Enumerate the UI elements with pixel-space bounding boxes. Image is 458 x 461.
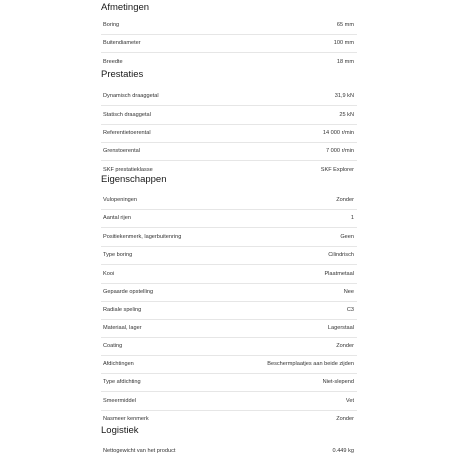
- spec-value: Beschermplaatjes aan beide zijden: [267, 361, 354, 367]
- spec-label: Grenstoerental: [103, 148, 141, 154]
- section-title-afmetingen: Afmetingen: [101, 2, 150, 13]
- spec-value: Lagerstaal: [327, 325, 354, 331]
- spec-label: Smeermiddel: [103, 398, 136, 404]
- spec-row-kooi: [101, 266, 357, 284]
- spec-value: 65 mm: [336, 22, 354, 28]
- spec-label: Boring: [103, 22, 120, 28]
- spec-value: 14 000 r/min: [322, 130, 354, 136]
- spec-label: Nasmeer kenmerk: [103, 416, 149, 422]
- spec-value: 7 000 r/min: [326, 148, 354, 154]
- spec-label: Materiaal, lager: [103, 325, 142, 331]
- spec-value: Niet-slepend: [322, 379, 354, 385]
- spec-row-positiekenmerk: [101, 229, 357, 247]
- spec-label: Type boring: [103, 252, 133, 258]
- spec-value: C3: [346, 307, 354, 313]
- spec-value: 1: [350, 215, 354, 221]
- spec-value: SKF Explorer: [320, 167, 354, 173]
- spec-label: Afdichtingen: [103, 361, 134, 367]
- spec-label: Buitendiameter: [103, 40, 141, 46]
- section-title-prestaties: Prestaties: [101, 69, 144, 80]
- spec-value: Geen: [340, 234, 354, 240]
- spec-row-referentietoerental: [101, 125, 357, 143]
- spec-value: 31,9 kN: [334, 93, 354, 99]
- spec-row-grenstoerental: [101, 143, 357, 161]
- spec-label: Vulopeningen: [103, 197, 138, 203]
- section-title-logistiek: Logistiek: [101, 425, 139, 436]
- section-title-eigenschappen: Eigenschappen: [101, 174, 167, 185]
- spec-label: Nettogewicht van het product: [103, 448, 176, 454]
- spec-label: Radiale speling: [103, 307, 142, 313]
- spec-row-aantal-rijen: [101, 210, 357, 228]
- spec-label: SKF prestatieklasse: [103, 167, 153, 173]
- spec-value: Cilindrisch: [328, 252, 354, 258]
- spec-row-dynamisch-draaggetal: [101, 88, 357, 106]
- spec-value: Zonder: [336, 416, 354, 422]
- spec-label: Gepaarde opstelling: [103, 289, 154, 295]
- spec-label: Statisch draaggetal: [103, 112, 151, 118]
- spec-value: Nee: [343, 289, 354, 295]
- spec-row-type-afdichting: [101, 374, 357, 392]
- spec-label: Referentietoerental: [103, 130, 151, 136]
- spec-label: Aantal rijen: [103, 215, 131, 221]
- spec-row-buitendiameter: [101, 35, 357, 53]
- spec-row-nasmeer-kenmerk: [101, 411, 357, 429]
- spec-label: Coating: [103, 343, 123, 349]
- spec-label: Breedte: [103, 59, 123, 65]
- spec-row-statisch-draaggetal: [101, 107, 357, 125]
- spec-value: Vet: [345, 398, 354, 404]
- spec-label: Kooi: [103, 271, 115, 277]
- spec-label: Type afdichting: [103, 379, 141, 385]
- spec-value: Zonder: [336, 197, 354, 203]
- spec-label: Dynamisch draaggetal: [103, 93, 159, 99]
- spec-row-materiaal-lager: [101, 320, 357, 338]
- spec-value: 18 mm: [336, 59, 354, 65]
- spec-value: 100 mm: [333, 40, 354, 46]
- spec-label: Positiekenmerk, lagerbuitenring: [103, 234, 182, 240]
- spec-row-vulopeningen: [101, 192, 357, 210]
- spec-row-gepaarde-opstelling: [101, 284, 357, 302]
- spec-value: Zonder: [336, 343, 354, 349]
- spec-value: Plaatmetaal: [324, 271, 354, 277]
- spec-row-boring: [101, 17, 357, 35]
- spec-value: 25 kN: [339, 112, 354, 118]
- spec-row-smeermiddel: [101, 393, 357, 411]
- spec-value: 0.449 kg: [332, 448, 354, 454]
- spec-row-nettogewicht: [101, 443, 357, 461]
- spec-row-type-boring: [101, 247, 357, 265]
- spec-row-coating: [101, 338, 357, 356]
- spec-row-radiale-speling: [101, 302, 357, 320]
- spec-row-afdichtingen: [101, 356, 357, 374]
